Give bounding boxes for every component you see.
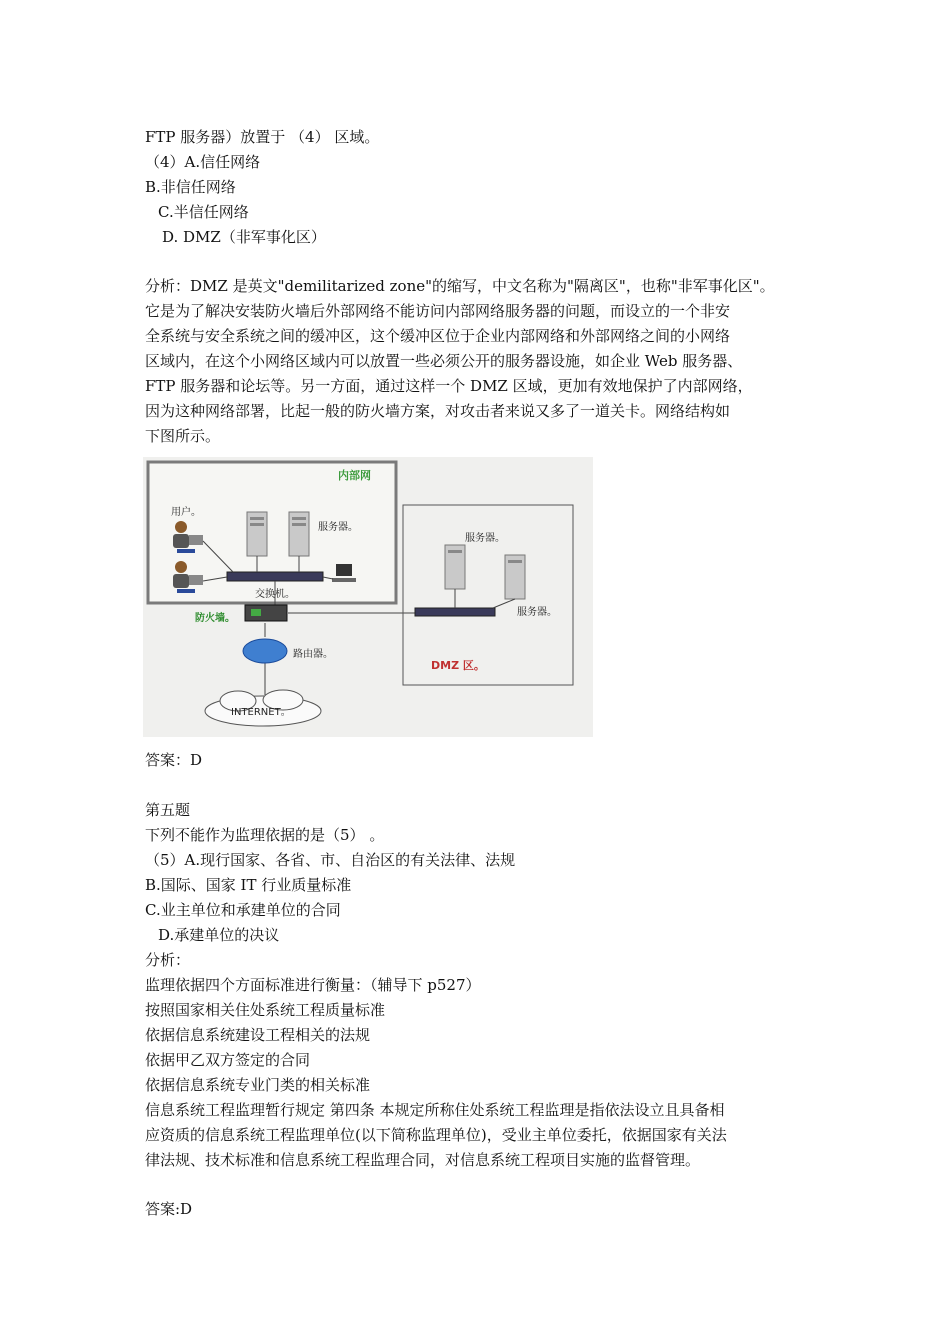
q4-analysis-line: 分析：DMZ 是英文"demilitarized zone"的缩写，中文名称为"隔离区"，也称"非军事化区"。	[145, 277, 775, 295]
dmz-servers-top-label: 服务器。	[465, 533, 505, 544]
q5-analysis-line: 依据信息系统专业门类的相关标准	[145, 1076, 371, 1094]
q4-analysis-line: 它是为了解决安装防火墙后外部网络不能访问内部网络服务器的问题，而设立的一个非安	[145, 302, 731, 320]
q5-analysis-line: 信息系统工程监理暂行规定 第四条 本规定所称住处系统工程监理是指依法设立且具备相	[145, 1101, 725, 1119]
q4-answer: 答案：D	[145, 751, 203, 769]
server-icon	[289, 512, 309, 556]
q5-option-b: B.国际、国家 IT 行业质量标准	[145, 876, 352, 894]
users-label: 用户。	[171, 507, 201, 518]
switch-label: 交换机。	[255, 589, 295, 600]
q4-option-b: B.非信任网络	[145, 178, 236, 196]
q5-analysis-title: 分析：	[145, 951, 191, 969]
q4-analysis-line: FTP 服务器和论坛等。另一方面，通过这样一个 DMZ 区域，更加有效地保护了内部网络，	[145, 377, 753, 395]
q5-analysis-line: 应资质的信息系统工程监理单位(以下简称监理单位)，受业主单位委托，依据国家有关法	[145, 1126, 727, 1144]
q5-title: 第五题	[145, 801, 191, 819]
internal-network-label: 内部网	[338, 469, 371, 482]
server-icon	[505, 555, 525, 599]
q5-analysis-line: 监理依据四个方面标准进行衡量：（辅导下 p527）	[145, 976, 481, 994]
q4-option-d: D. DMZ（非军事化区）	[162, 228, 326, 246]
router-label: 路由器。	[293, 649, 333, 660]
dmz-servers-right-label: 服务器。	[517, 607, 557, 618]
q4-analysis-line: 因为这种网络部署，比起一般的防火墙方案，对攻击者来说又多了一道关卡。网络结构如	[145, 402, 731, 420]
dmz-network-diagram	[143, 457, 593, 737]
firewall-led-icon	[251, 609, 261, 616]
switch-icon	[227, 572, 323, 581]
dmz-label: DMZ 区。	[431, 659, 485, 672]
q5-analysis-line: 依据信息系统建设工程相关的法规	[145, 1026, 371, 1044]
router-icon	[243, 639, 287, 663]
dmz-switch-icon	[415, 608, 495, 616]
q4-line1: FTP 服务器）放置于 （4） 区域。	[145, 128, 380, 146]
q5-question: 下列不能作为监理依据的是（5） 。	[145, 826, 385, 844]
q5-option-a: （5）A.现行国家、各省、市、自治区的有关法律、法规	[145, 851, 516, 869]
q5-analysis-line: 按照国家相关住处系统工程质量标准	[145, 1001, 386, 1019]
q5-analysis-line: 依据甲乙双方签定的合同	[145, 1051, 311, 1069]
q4-analysis-line: 下图所示。	[145, 427, 221, 445]
q4-analysis-line: 区域内，在这个小网络区域内可以放置一些必须公开的服务器设施，如企业 Web 服务器、	[145, 352, 743, 370]
q5-option-c: C.业主单位和承建单位的合同	[145, 901, 341, 919]
q5-option-d: D.承建单位的决议	[158, 926, 280, 944]
q4-option-a: （4）A.信任网络	[145, 153, 261, 171]
server-icon	[445, 545, 465, 589]
server-icon	[247, 512, 267, 556]
q4-option-c: C.半信任网络	[158, 203, 249, 221]
internet-label: INTERNET。	[231, 707, 291, 718]
q4-analysis-line: 全系统与安全系统之间的缓冲区，这个缓冲区位于企业内部网络和外部网络之间的小网络	[145, 327, 731, 345]
q5-answer: 答案:D	[145, 1200, 193, 1218]
firewall-label: 防火墙。	[195, 613, 235, 624]
internal-servers-label: 服务器。	[318, 522, 358, 533]
q5-analysis-line: 律法规、技术标准和信息系统工程监理合同，对信息系统工程项目实施的监督管理。	[145, 1151, 701, 1169]
